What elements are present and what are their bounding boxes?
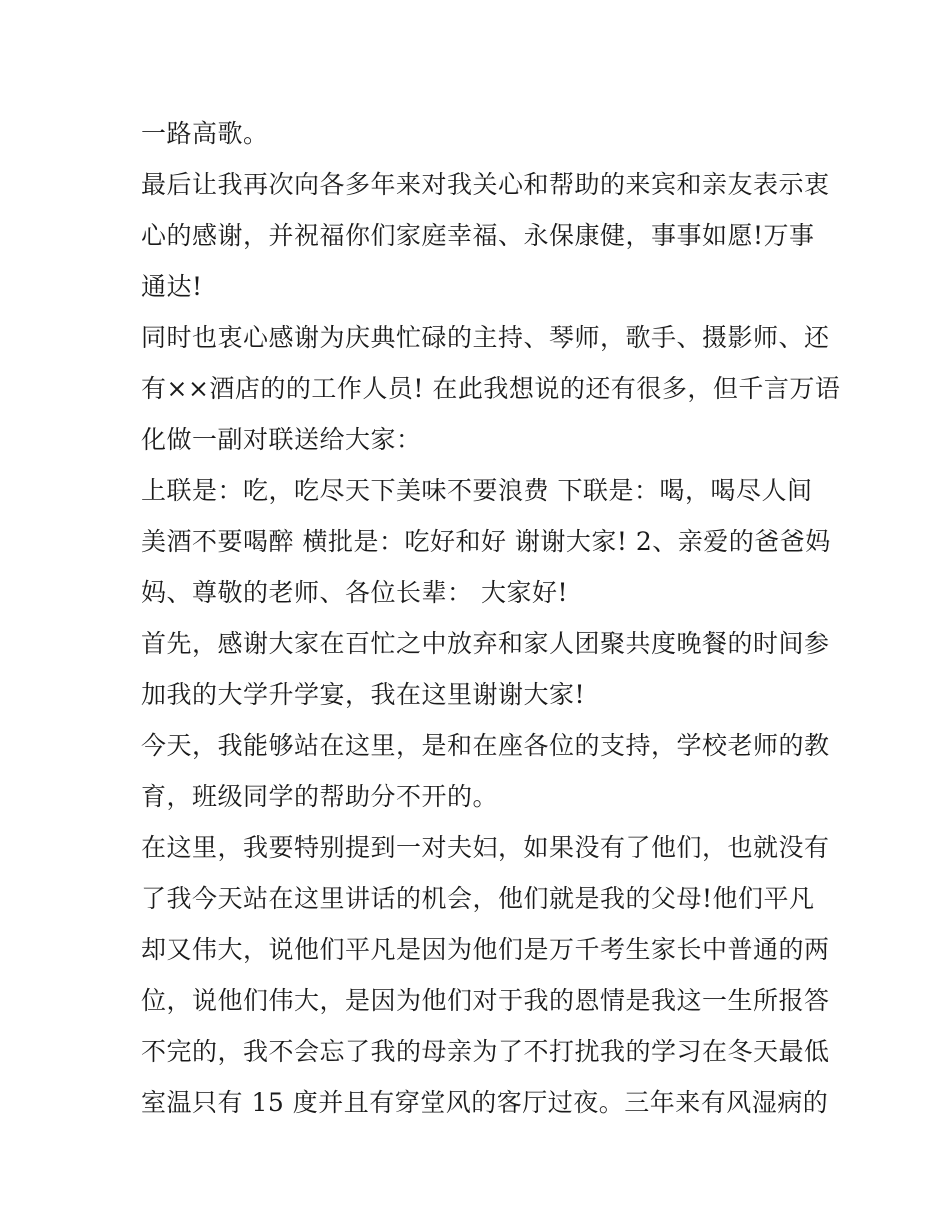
text-line: 有××酒店的的工作人员! 在此我想说的还有很多，但千言万语: [141, 374, 841, 403]
text-line: 首先，感谢大家在百忙之中放弃和家人团聚共度晚餐的时间参: [141, 629, 830, 658]
text-line: 同时也衷心感谢为庆典忙碌的主持、琴师，歌手、摄影师、还: [141, 323, 830, 352]
body-text: [141, 108, 841, 1128]
text-line: 最后让我再次向各多年来对我关心和帮助的来宾和亲友表示衷: [141, 170, 830, 199]
text-line: 却又伟大，说他们平凡是因为他们是万千考生家长中普通的两: [141, 935, 830, 964]
text-line: 一路高歌。: [141, 119, 269, 148]
text-line: 今天，我能够站在这里，是和在座各位的支持，学校老师的教: [141, 731, 830, 760]
text-line: 不完的，我不会忘了我的母亲为了不打扰我的学习在冬天最低: [141, 1037, 830, 1066]
text-line: 加我的大学升学宴，我在这里谢谢大家!: [141, 680, 586, 709]
text-line: 美酒不要喝醉 横批是：吃好和好 谢谢大家! 2、亲爱的爸爸妈: [141, 527, 831, 556]
text-line: 心的感谢，并祝福你们家庭幸福、永保康健，事事如愿!万事: [141, 221, 815, 250]
text-line: 通达!: [141, 272, 203, 301]
text-line: 化做一副对联送给大家：: [141, 425, 422, 454]
text-line: 在这里，我要特别提到一对夫妇，如果没有了他们，也就没有: [141, 833, 830, 862]
text-line: 妈、尊敬的老师、各位长辈： 大家好!: [141, 578, 568, 607]
text-line: 室温只有 15 度并且有穿堂风的客厅过夜。三年来有风湿病的: [141, 1088, 829, 1117]
text-line: 育，班级同学的帮助分不开的。: [141, 782, 499, 811]
text-line: 位，说他们伟大，是因为他们对于我的恩情是我这一生所报答: [141, 986, 830, 1015]
text-line: 了我今天站在这里讲话的机会，他们就是我的父母!他们平凡: [141, 884, 815, 913]
text-line: 上联是：吃，吃尽天下美味不要浪费 下联是：喝，喝尽人间: [141, 476, 813, 505]
